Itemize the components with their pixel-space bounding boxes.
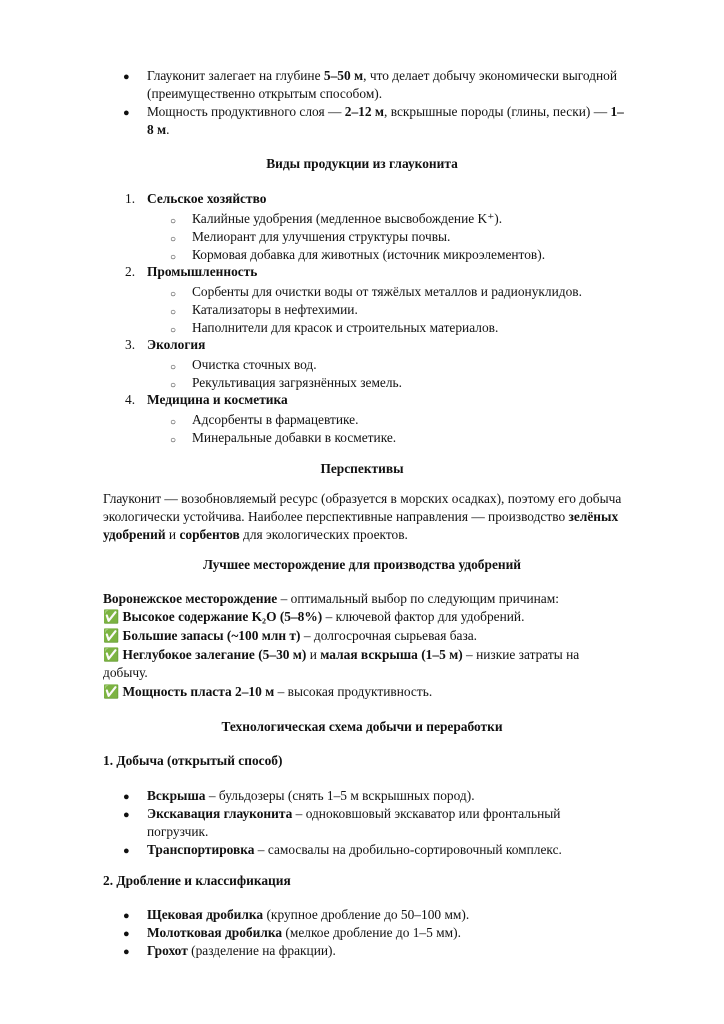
list-item: Щековая дробилка (крупное дробление до 50–100 мм). [147,907,470,922]
section-heading-products: Виды продукции из глауконита [266,156,458,171]
section-heading-perspectives: Перспективы [320,461,404,476]
list-item-continuation: (преимущественно открытым способом). [147,86,383,101]
bullet-icon: ● [123,71,130,83]
reason-item: ✅ Мощность пласта 2–10 м – высокая продуктивность. [103,684,433,700]
list-item: Глауконит залегает на глубине 5–50 м, что делает добычу экономически выгодной [147,68,618,83]
list-item: Кормовая добавка для животных (источник микроэлементов). [192,247,546,262]
circle-bullet-icon: ○ [170,417,177,428]
subsection-heading-crushing: 2. Дробление и классификация [103,873,291,888]
list-item: Очистка сточных вод. [192,357,317,372]
list-item: Мощность продуктивного слоя — 2–12 м, вскрышные породы (глины, пески) — 1– [147,104,624,119]
list-item: Адсорбенты в фармацевтике. [192,412,359,427]
reason-item: ✅ Неглубокое залегание (5–30 м) и малая вскрыша (1–5 м) – низкие затраты на [103,647,580,663]
list-item-continuation: погрузчик. [147,824,209,839]
circle-bullet-icon: ○ [170,380,177,391]
check-icon: ✅ [103,610,120,625]
bullet-icon: ● [123,946,130,958]
list-number: 2. [125,264,136,279]
circle-bullet-icon: ○ [170,435,177,446]
circle-bullet-icon: ○ [170,362,177,373]
circle-bullet-icon: ○ [170,216,177,227]
reason-continuation: добычу. [103,665,148,680]
list-item: Вскрыша – бульдозеры (снять 1–5 м вскрышных пород). [147,788,475,803]
list-item: Грохот (разделение на фракции). [147,943,336,958]
intro-line: Воронежское месторождение – оптимальный выбор по следующим причинам: [103,591,559,606]
list-number: 1. [125,191,136,206]
bullet-icon: ● [123,928,130,940]
circle-bullet-icon: ○ [170,289,177,300]
list-item: Катализаторы в нефтехимии. [192,302,358,317]
list-item: Наполнители для красок и строительных материалов. [192,320,499,335]
paragraph-line: Глауконит — возобновляемый ресурс (образуется в морских осадках), поэтому его добыча [103,491,622,506]
circle-bullet-icon: ○ [170,325,177,336]
list-item: Молотковая дробилка (мелкое дробление до 1–5 мм). [147,925,461,940]
section-heading-technology: Технологическая схема добычи и переработки [221,719,503,734]
list-item-continuation: 8 м. [147,122,170,137]
paragraph-line: удобрений и сорбентов для экологических проектов. [103,527,408,542]
reason-item: ✅ Высокое содержание K₂O (5–8%) – ключевой фактор для удобрений. [103,609,525,625]
check-icon: ✅ [103,629,120,644]
circle-bullet-icon: ○ [170,252,177,263]
reason-item: ✅ Большие запасы (~100 млн т) – долгосрочная сырьевая база. [103,628,478,644]
check-icon: ✅ [103,648,120,663]
bullet-icon: ● [123,791,130,803]
list-item: Рекультивация загрязнённых земель. [192,375,402,390]
group-title-industry: Промышленность [147,264,258,279]
list-item: Мелиорант для улучшения структуры почвы. [192,229,451,244]
circle-bullet-icon: ○ [170,307,177,318]
circle-bullet-icon: ○ [170,234,177,245]
paragraph-line: экологически устойчива. Наиболее перспективные направления — производство зелёных [103,509,619,524]
list-item: Сорбенты для очистки воды от тяжёлых металлов и радионуклидов. [192,284,582,299]
list-item: Калийные удобрения (медленное высвобождение K⁺). [192,211,503,226]
group-title-medicine: Медицина и косметика [147,392,288,407]
list-number: 3. [125,337,136,352]
group-title-agriculture: Сельское хозяйство [147,191,267,206]
bullet-icon: ● [123,809,130,821]
list-item: Экскавация глауконита – одноковшовый экскаватор или фронтальный [147,806,561,821]
list-item: Транспортировка – самосвалы на дробильно-сортировочный комплекс. [147,842,562,857]
group-title-ecology: Экология [147,337,206,352]
list-number: 4. [125,392,136,407]
subsection-heading-mining: 1. Добыча (открытый способ) [103,753,283,768]
list-item: Минеральные добавки в косметике. [192,430,397,445]
bullet-icon: ● [123,845,130,857]
bullet-icon: ● [123,910,130,922]
check-icon: ✅ [103,685,120,700]
section-heading-best-deposit: Лучшее месторождение для производства удобрений [202,557,522,572]
bullet-icon: ● [123,107,130,119]
